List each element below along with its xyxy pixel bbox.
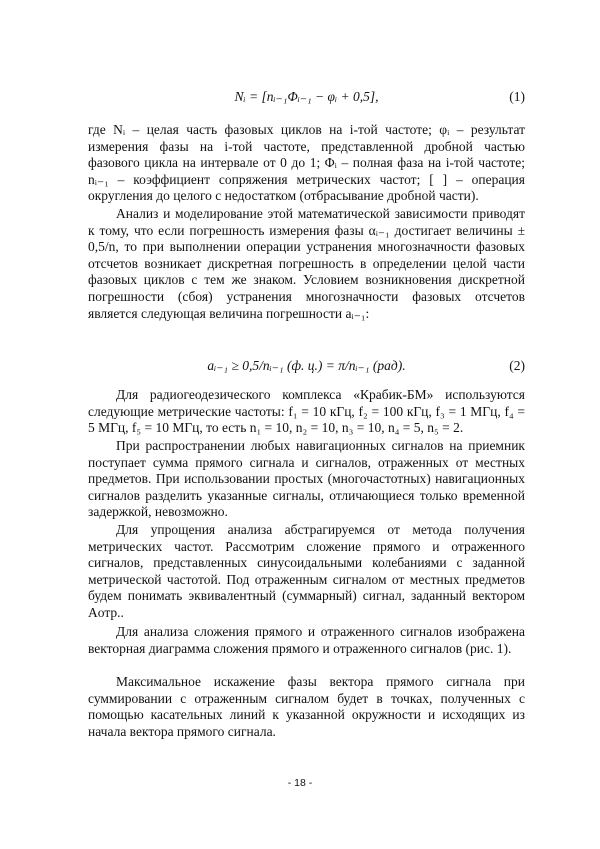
paragraph-max-distortion: Максимальное искажение фазы вектора прямого сигнала при суммировании с отраженным сигналом будет в точках, полученных с помощью касательных линий к указанной окружности и исходящих из начала вектора прямого сигнала. [88, 674, 525, 739]
paragraph-analysis: Анализ и моделирование этой математической зависимости приводят к тому, что если погрешность измерения фазы αᵢ₋₁ достигает величины ± 0,5/n, то при выполнении операции устранения многозначности фазовых отсчетов возникает дискретная погрешность в определении целой части фазовых циклов с тем же знаком. Условием возникновения дискретной погрешности (сбоя) устранения многозначности фазовых отсчетов является следующая величина погрешности aᵢ₋₁: [88, 206, 525, 321]
paragraph-propagation: При распространении любых навигационных сигналов на приемник поступает сумма прямого сигнала и сигналов, отраженных от местных предметов. При использовании простых (многочастотных) навигационных сигналов разделить указанные сигналы, отличающиеся только временной задержкой, невозможно. [88, 438, 525, 520]
paragraph-definitions: где Nᵢ – целая часть фазовых циклов на i-той частоте; φᵢ – результат измерения фазы на i-той частоте, представленной дробной частью фазового цикла на интервале от 0 до 1; Φᵢ – полная фаза на i-той частоте; nᵢ₋₁ – коэффициент сопряжения метрических частот; [ ] – операция округления до целого с недостатком (отбрасывание дробной части). [88, 122, 525, 204]
formula-2-number: (2) [509, 358, 525, 373]
page-number: - 18 - [287, 777, 313, 789]
paragraph-frequencies: Для радиогеодезического комплекса «Крабик-БМ» используются следующие метрические частоты: f₁ = 10 кГц, f₂ = 100 кГц, f₃ = 1 МГц, f₄ = 5 МГц, f₅ = 10 МГц, то есть n₁ = 10, n₂ = 10, n₃ = 10, n₄ = 5, n₅ = 2. [88, 387, 525, 436]
paragraph-vector-diagram: Для анализа сложения прямого и отраженного сигналов изображена векторная диаграмма сложения прямого и отраженного сигналов (рис. 1). [88, 624, 525, 656]
formula-1-number: (1) [509, 89, 525, 104]
formula-1-expression: Nᵢ = [nᵢ₋₁Φᵢ₋₁ − φᵢ + 0,5], [234, 89, 379, 104]
formula-2-expression: aᵢ₋₁ ≥ 0,5/nᵢ₋₁ (ф. ц.) = π/nᵢ₋₁ (рад). [207, 358, 406, 373]
paragraph-simplification: Для упрощения анализа абстрагируемся от метода получения метрических частот. Рассмотрим сложение прямого и отраженного сигналов, представленных синусоидальными колебаниями с заданной метрической частотой. Под отраженным сигналом от местных предметов будем понимать эквивалентный (суммарный) сигнал, заданный вектором Aотр.. [88, 522, 525, 620]
